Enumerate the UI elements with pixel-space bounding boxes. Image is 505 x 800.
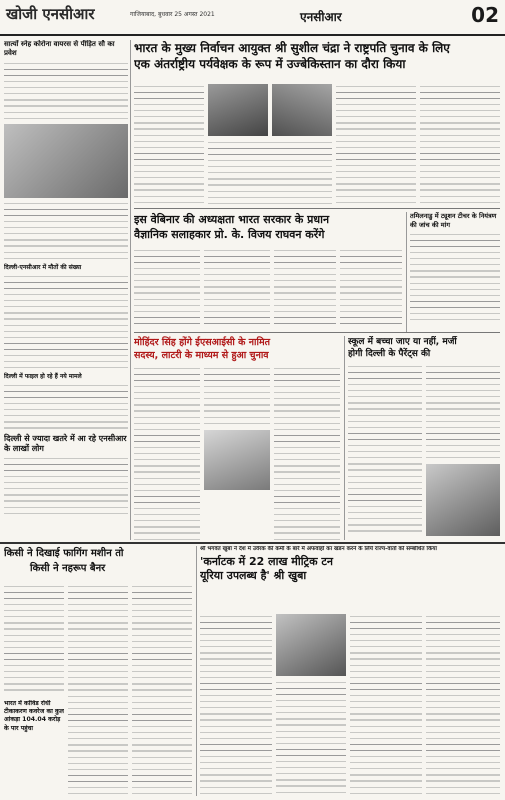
top-story-photo-2 (272, 84, 332, 136)
article-text-block (4, 383, 128, 431)
article-text-block (4, 456, 128, 516)
top-story-headline-line1: भारत के मुख्य निर्वाचन आयुक्त श्री सुशील चंद्रा ने राष्ट्रपति चुनाव के लिए (134, 41, 450, 55)
karnataka-text (200, 614, 272, 794)
school-photo (426, 464, 500, 536)
side-story-headline: तमिलनाडु में ट्यूशन टीचर के नियंत्रण की जांच की मांग (410, 212, 497, 229)
dateline: गाजियाबाद, बुधवार 25 अगस्त 2021 (130, 11, 215, 18)
school-headline-line1: स्कूल में बच्चा जाए या नहीं, मर्जी (348, 337, 457, 347)
fogging-text (68, 584, 128, 794)
article-text-block (426, 364, 500, 460)
fogging-text (132, 584, 192, 794)
webinar-text (134, 248, 200, 328)
fogging-headline-line2: किसी ने नहरूप बैनर (30, 563, 106, 574)
article-text-block (4, 274, 128, 370)
mohinder-headline-line1: मोहिंदर सिंह होंगे ईएसआईसी के नामित (134, 337, 271, 348)
fogging-headline-line1: किसी ने दिखाई फागिंग मशीन तो (4, 548, 124, 559)
mohinder-text (274, 366, 340, 540)
karnataka-headline-line2: यूरिया उपलब्ध है' श्री खुबा (200, 569, 307, 583)
fogging-story (4, 546, 192, 586)
page-number: 02 (471, 3, 499, 27)
top-story (134, 40, 500, 80)
top-story-text (420, 84, 500, 204)
top-story-text (336, 84, 416, 204)
karnataka-headline-line1: 'कर्नाटक में 22 लाख मीट्रिक टन (200, 555, 334, 569)
masthead (0, 0, 505, 36)
article-text-block (4, 61, 128, 121)
article-text-block (4, 201, 128, 261)
top-story-text (208, 140, 332, 204)
webinar-story (134, 212, 404, 252)
covid-vaccine-box (4, 700, 64, 796)
karnataka-kicker: श्री भगवंत खुबा ने देश में उर्वरक की कमी के बारे में अफवाहों का खंडन करने के लिये राज्य-वार्ता को सम्बोधित किया (200, 546, 437, 552)
top-story-photo-1 (208, 84, 268, 136)
webinar-text (340, 248, 402, 328)
left-headline: सात्यों स्नेह कोरोना वायरस से पीड़ित सौ का प्रवेश (4, 40, 115, 57)
covid-vaccine-headline: भारत में कोविड रोधी टीकाकरण कवरेज का कुल आंकड़ा 104.04 करोड़ के पार पहुंचा (4, 700, 64, 732)
left-column (4, 40, 128, 540)
mohinder-text (204, 366, 270, 426)
karnataka-story (200, 546, 500, 610)
karnataka-text (350, 614, 422, 794)
section-title: एनसीआर (300, 10, 342, 24)
mohinder-text (134, 366, 200, 540)
karnataka-photo (276, 614, 346, 676)
left-subheadline: दिल्ली से ज्यादा खतरे में आ रहे एनसीआर के लाखों लोग (4, 434, 127, 453)
left-subheadline: दिल्ली में फाइल हो रहे हैं नये मामले (4, 373, 82, 380)
left-subheadline: दिल्ली-एनसीआर में मौतों की संख्या (4, 264, 82, 271)
webinar-text (204, 248, 270, 328)
newspaper-logo: खोजी एनसीआर (6, 5, 95, 23)
mohinder-headline-line2: सदस्य, लाटरी के माध्यम से हुआ चुनाव (134, 350, 269, 361)
school-headline-line2: होगी दिल्ली के पैरेंट्स की (348, 349, 431, 359)
school-story (348, 336, 500, 540)
vaccine-photo (4, 124, 128, 198)
mohinder-photo (204, 430, 270, 490)
webinar-headline-line1: इस वेबिनार की अध्यक्षता भारत सरकार के प्रधान (134, 213, 330, 226)
webinar-text (274, 248, 336, 328)
karnataka-text (276, 680, 346, 794)
top-story-headline-line2: एक अंतर्राष्ट्रीय पर्यवेक्षक के रूप में उज्बेकिस्तान का दौरा किया (134, 57, 406, 71)
karnataka-text (426, 614, 500, 794)
top-story-text (134, 84, 204, 204)
side-story (410, 212, 500, 332)
article-text-block (410, 232, 500, 324)
article-text-block (348, 364, 422, 536)
webinar-headline-line2: वैज्ञानिक सलाहकार प्रो. के. विजय राघवन करेंगे (134, 228, 325, 241)
fogging-text (4, 584, 64, 694)
